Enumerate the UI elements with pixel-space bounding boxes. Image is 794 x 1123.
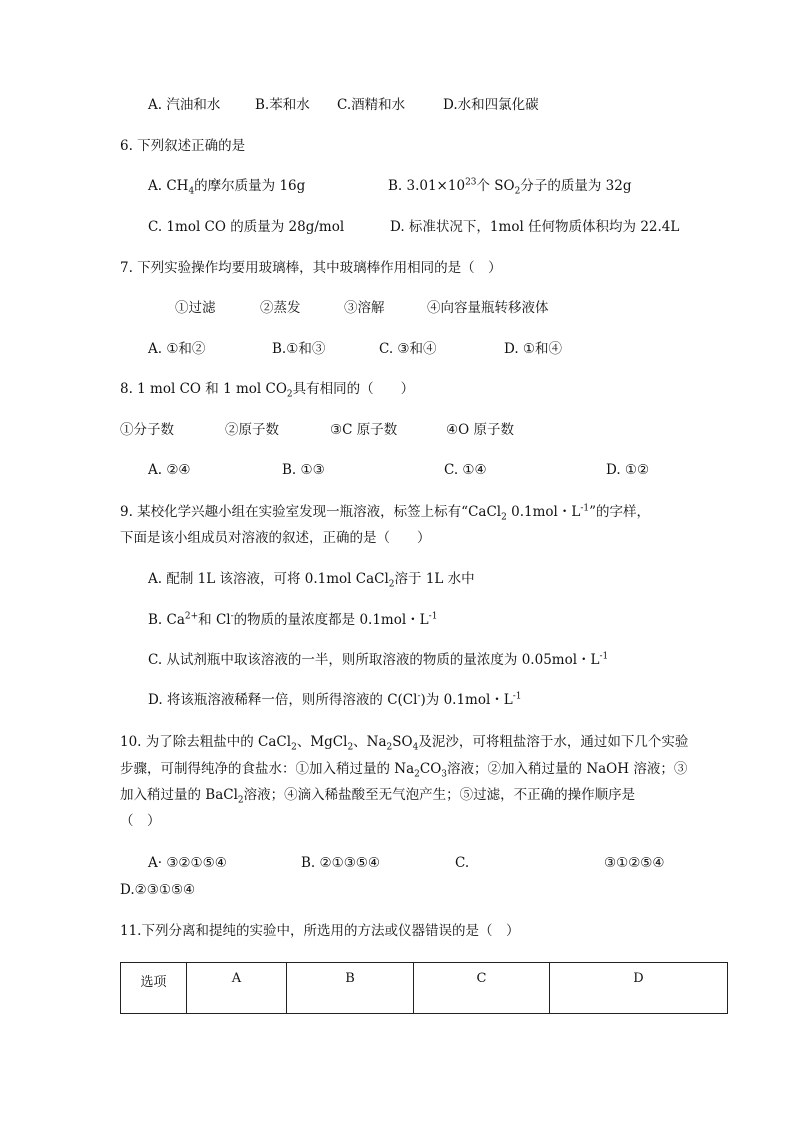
q7-option-b: B.①和③	[272, 341, 326, 357]
q8-item-3: ③C 原子数	[330, 422, 398, 438]
q7-option-a: A. ①和②	[148, 341, 206, 357]
q6-stem: 6. 下列叙述正确的是	[120, 138, 246, 154]
q7-item-3: ③溶解	[344, 300, 385, 316]
q7-item-1: ①过滤	[175, 300, 216, 316]
table-header-cell: D	[550, 963, 728, 1014]
q8-stem: 8. 1 mol CO 和 1 mol $CO_2$具有相同的（ ）	[120, 381, 415, 400]
table-header-cell: B	[287, 963, 414, 1014]
q10-stem-line4: （ ）	[120, 813, 161, 829]
q7-option-d: D. ①和④	[504, 341, 563, 357]
q10-stem-line3: 加入稍过量的 BaCl$_2$溶液；④滴入稀盐酸至无气泡产生；⑤过滤，不正确的操作顺序是	[120, 787, 636, 806]
q9-option-d: D. 将该瓶溶液稀释一倍，则所得溶液的 C(Cl-)为 0.1mol・$L^{-1}$	[148, 691, 522, 708]
q5-option-b: B.苯和水	[255, 97, 310, 113]
q9-option-b: B. $Ca^{2+}$和 Cl-的物质的量浓度都是 0.1mol・$L^{-1}$	[148, 611, 438, 628]
q10-stem-line2: 步骤，可制得纯净的食盐水：①加入稍过量的 $Na_2CO_3$溶液；②加入稍过量的 NaOH 溶液；③	[120, 761, 688, 780]
table-header-cell: 选项	[121, 963, 187, 1014]
q10-option-d: D.②③①⑤④	[120, 882, 196, 898]
q8-item-2: ②原子数	[225, 422, 279, 438]
q7-item-2: ②蒸发	[260, 300, 301, 316]
q8-item-4: ④O 原子数	[446, 422, 514, 438]
q9-stem-line2: 下面是该小组成员对溶液的叙述，正确的是（ ）	[120, 530, 431, 546]
q11-stem: 11.下列分离和提纯的实验中，所选用的方法或仪器错误的是（ ）	[120, 923, 520, 939]
q8-option-d: D. ①②	[606, 462, 650, 478]
q6-option-d: D. 标准状况下，1mol 任何物质体积均为 22.4L	[390, 219, 680, 235]
q11-table	[120, 962, 728, 1014]
table-row	[121, 963, 728, 1014]
q10-stem-line1: 10. 为了除去粗盐中的 CaCl$_2$、MgCl$_2$、$Na_2SO_4$及泥沙，可将粗盐溶于水，通过如下几个实验	[120, 734, 689, 753]
q7-item-4: ④向容量瓶转移液体	[427, 300, 549, 316]
q6-option-a: A. $CH_4$的摩尔质量为 16g	[148, 178, 306, 197]
q7-option-c: C. ③和④	[379, 341, 437, 357]
q6-option-c: C. 1mol CO 的质量为 28g/mol	[148, 219, 345, 235]
table-header-cell: C	[414, 963, 550, 1014]
q8-option-a: A. ②④	[148, 462, 191, 478]
q5-option-a: A. 汽油和水	[148, 97, 221, 113]
q10-option-b: B. ②①③⑤④	[301, 855, 381, 871]
q10-option-c-label: C.	[455, 855, 470, 871]
q8-item-1: ①分子数	[120, 422, 174, 438]
q10-option-a: A· ③②①⑤④	[148, 855, 227, 871]
q6-option-b: B. $3.01\times 10^{23}$个 $SO_2$分子的质量为 32g	[388, 177, 632, 197]
q8-option-c: C. ①④	[444, 462, 487, 478]
q9-option-a: A. 配制 1L 该溶液，可将 0.1mol CaCl$_2$溶于 1L 水中	[148, 571, 475, 590]
q9-option-c: C. 从试剂瓶中取该溶液的一半，则所取溶液的物质的量浓度为 0.05mol・$L^{-1}$	[148, 651, 609, 668]
q9-stem-line1: 9. 某校化学兴趣小组在实验室发现一瓶溶液，标签上标有“CaCl$_2$ 0.1mol・$L^{-1}$”的字样，	[120, 503, 651, 523]
q5-option-d: D.水和四氯化碳	[443, 97, 539, 113]
q10-option-c-value: ③①②⑤④	[604, 855, 665, 871]
q5-option-c: C.酒精和水	[337, 97, 406, 113]
table-header-cell: A	[187, 963, 287, 1014]
q7-stem: 7. 下列实验操作均要用玻璃棒，其中玻璃棒作用相同的是（ ）	[120, 260, 502, 276]
q8-option-b: B. ①③	[282, 462, 325, 478]
